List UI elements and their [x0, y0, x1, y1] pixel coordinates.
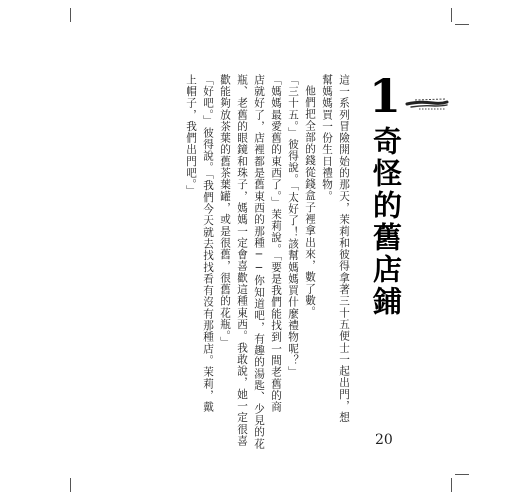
chapter-title: 奇怪的舊店鋪: [369, 126, 403, 318]
brush-stroke-decoration: [405, 94, 449, 114]
crop-mark-bottom-right-v: [451, 478, 452, 492]
chapter-number: [365, 72, 409, 116]
body-line-5: 「媽媽最愛舊的東西了。」茉莉說。「要是我們能找到一間老舊的商: [270, 74, 282, 413]
svg-text:1: 1: [369, 72, 402, 116]
body-line-9: 「好吧。」彼得說。「我們今天就去找找看有沒有那種店。茉莉，戴: [202, 74, 214, 413]
crop-mark-top-right-v: [451, 8, 452, 22]
body-line-1: 這一系列冒險開始的那天，茉莉和彼得拿著三十五便士一起出門，想: [338, 74, 350, 424]
crop-mark-top-left-v: [70, 8, 71, 22]
body-line-3: 他們把全部的錢從錢盒子裡拿出來，數了數。: [304, 85, 316, 318]
body-line-10: 上帽子，我們出門吧。」: [185, 74, 197, 197]
crop-mark-bottom-right-h: [455, 474, 469, 475]
body-line-6: 店就好了，店裡都是舊東西的那種──你知道吧，有趣的湯匙、少見的花: [253, 74, 265, 450]
crop-mark-top-right-h: [455, 24, 469, 25]
crop-mark-bottom-left-v: [70, 478, 71, 492]
body-line-2: 幫媽媽買一份生日禮物。: [321, 74, 333, 203]
page-number: 20: [375, 432, 393, 448]
body-line-7: 瓶、老舊的眼鏡和珠子，媽媽一定會喜歡這種東西。我敢說，她一定很喜: [236, 74, 248, 447]
body-line-4: 「三十五。」彼得說。「太好了！該幫媽媽買什麼禮物呢？」: [287, 74, 299, 378]
body-line-8: 歡能夠放茶葉的舊茶葉罐，或是很舊，很舊的花瓶。」: [219, 74, 231, 349]
